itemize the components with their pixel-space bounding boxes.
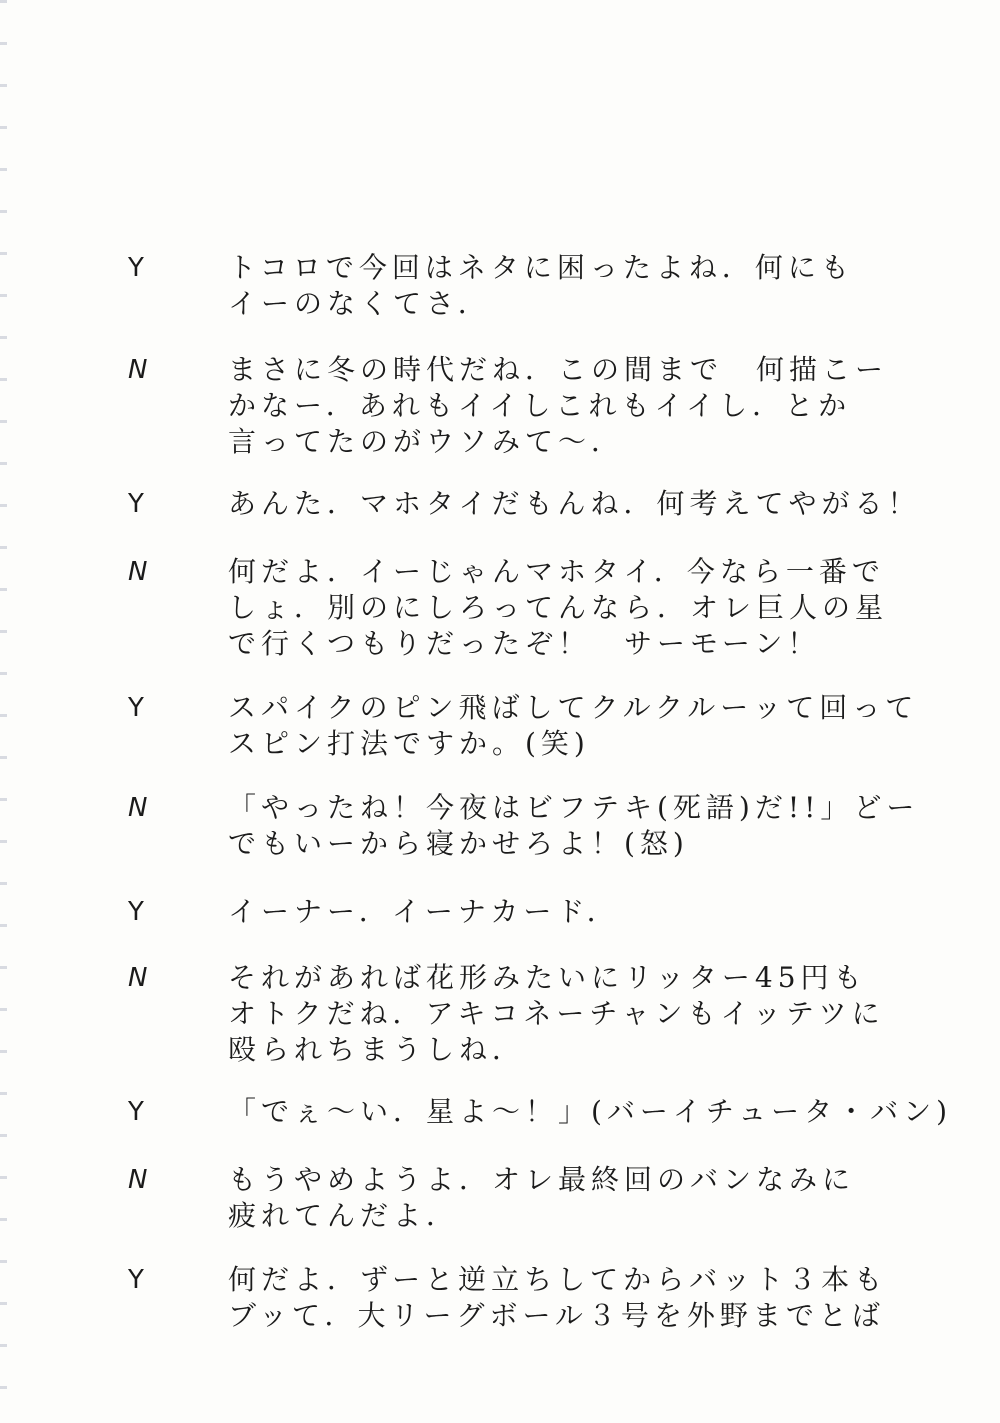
speaker-label: N <box>128 355 148 385</box>
dialogue-line: トコロで今回はネタに困ったよね．何にも <box>228 251 854 284</box>
dialogue-line: それがあれば花形みたいにリッター45円も <box>228 961 867 994</box>
dialogue-line: 「でぇ～い．星よ～！」(バーイチュータ・バン) <box>228 1095 953 1128</box>
dialogue-text <box>228 1094 953 1130</box>
dialogue-line: 疲れてんだよ． <box>228 1199 460 1232</box>
dialogue-line: 殴られちまうしね． <box>228 1033 526 1066</box>
binding-edge <box>0 0 7 1423</box>
speaker-label: N <box>128 963 148 993</box>
speaker-label: Y <box>128 897 144 927</box>
dialogue-line: 何だよ．イーじゃんマホタイ．今なら一番で <box>228 555 885 588</box>
speaker-label: Y <box>128 253 144 283</box>
dialogue-line: あんた．マホタイだもんね．何考えてやがる！ <box>228 487 921 520</box>
speaker-label: Y <box>128 693 144 723</box>
dialogue-text <box>228 1162 928 1234</box>
dialogue-text <box>228 486 928 522</box>
dialogue-line: で行くつもりだったぞ！ サーモーン！ <box>228 627 821 660</box>
dialogue-line: イーナー．イーナカード． <box>228 895 620 928</box>
dialogue-line: スピン打法ですか。(笑) <box>228 727 590 760</box>
dialogue-line: しょ．別のにしろってんなら．オレ巨人の星 <box>228 591 889 624</box>
speaker-label: Y <box>128 1097 144 1127</box>
dialogue-line: まさに冬の時代だね．この間まで 何描こー <box>228 353 889 386</box>
dialogue-line: かなー．あれもイイしこれもイイし．とか <box>228 389 852 422</box>
dialogue-line: イーのなくてさ． <box>228 287 491 320</box>
dialogue-line: スパイクのピン飛ばしてクルクルーッて回って <box>228 691 919 724</box>
speaker-label: N <box>128 793 148 823</box>
dialogue-text <box>228 690 928 762</box>
dialogue-text <box>228 554 928 662</box>
dialogue-text <box>228 894 928 930</box>
dialogue-line: 言ってたのがウソみて～． <box>228 425 625 458</box>
dialogue-line: もうやめようよ．オレ最終回のバンなみに <box>228 1163 856 1196</box>
dialogue-line: ブッて．大リーグボール３号を外野までとば <box>228 1299 885 1332</box>
dialogue-text <box>228 1262 928 1334</box>
dialogue-line: でもいーから寝かせろよ！(怒) <box>228 827 689 860</box>
dialogue-text <box>228 250 928 322</box>
dialogue-text <box>228 960 928 1068</box>
dialogue-line: オトクだね．アキコネーチャンもイッテツに <box>228 997 885 1030</box>
speaker-label: N <box>128 557 148 587</box>
speaker-label: Y <box>128 1265 144 1295</box>
dialogue-line: 「やったね！今夜はビフテキ(死語)だ!!」どー <box>228 791 920 824</box>
dialogue-line: 何だよ．ずーと逆立ちしてからバット３本も <box>228 1263 888 1296</box>
dialogue-text <box>228 790 928 862</box>
speaker-label: N <box>128 1165 148 1195</box>
dialogue-text <box>228 352 928 460</box>
speaker-label: Y <box>128 489 144 519</box>
